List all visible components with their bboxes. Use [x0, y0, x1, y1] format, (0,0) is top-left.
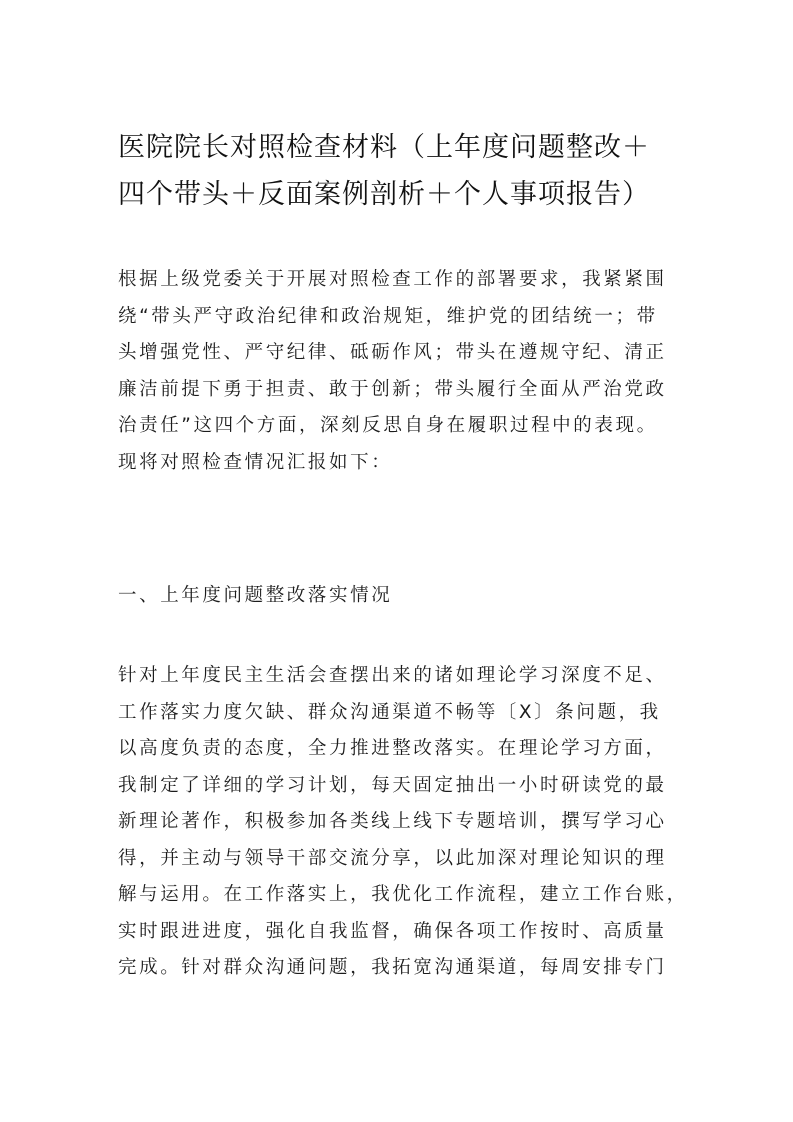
- text-line: 新理论著作，积极参加各类线上线下专题培训，撰写学习心: [118, 811, 667, 832]
- text-line: 得，并主动与领导干部交流分享，以此加深对理论知识的理: [118, 847, 667, 869]
- text-line: 头增强党性、严守纪律、砥砺作风；带头在遵规守纪、清正: [118, 342, 667, 363]
- text-line: 实时跟进进度，强化自我监督，确保各项工作按时、高质量: [118, 920, 667, 942]
- text-line: 治责任”这四个方面，深刻反思自身在履职过程中的表现。: [118, 415, 658, 436]
- section-body-paragraph: [118, 658, 688, 987]
- title-line-1: 医院院长对照检查材料（上年度问题整改＋: [118, 132, 650, 163]
- text-line: 以高度负责的态度，全力推进整改落实。在理论学习方面，: [118, 738, 667, 759]
- text-line: 绕“带头严守政治纪律和政治规矩，维护党的团结统一；带: [118, 305, 658, 327]
- text-line: 完成。针对群众沟通问题，我拓宽沟通渠道，每周安排专门: [118, 957, 667, 978]
- text-line: 解与运用。在工作落实上，我优化工作流程，建立工作台账，: [118, 884, 688, 905]
- section-heading: [118, 578, 678, 615]
- text-line: 廉洁前提下勇于担责、敢于创新；带头履行全面从严治党政: [118, 378, 667, 400]
- text-line: 工作落实力度欠缺、群众沟通渠道不畅等〔X〕条问题，我: [118, 701, 661, 723]
- title-line-2: 四个带头＋反面案例剖析＋个人事项报告）: [118, 179, 650, 210]
- section-heading-text: 一、上年度问题整改落实情况: [118, 585, 393, 606]
- document-title: [118, 124, 688, 218]
- text-line: 现将对照检查情况汇报如下：: [118, 451, 393, 473]
- intro-paragraph: [118, 262, 678, 481]
- text-line: 我制定了详细的学习计划，每天固定抽出一小时研读党的最: [118, 774, 667, 796]
- text-line: 针对上年度民主生活会查摆出来的诸如理论学习深度不足、: [118, 665, 667, 686]
- text-line: 根据上级党委关于开展对照检查工作的部署要求，我紧紧围: [118, 269, 667, 290]
